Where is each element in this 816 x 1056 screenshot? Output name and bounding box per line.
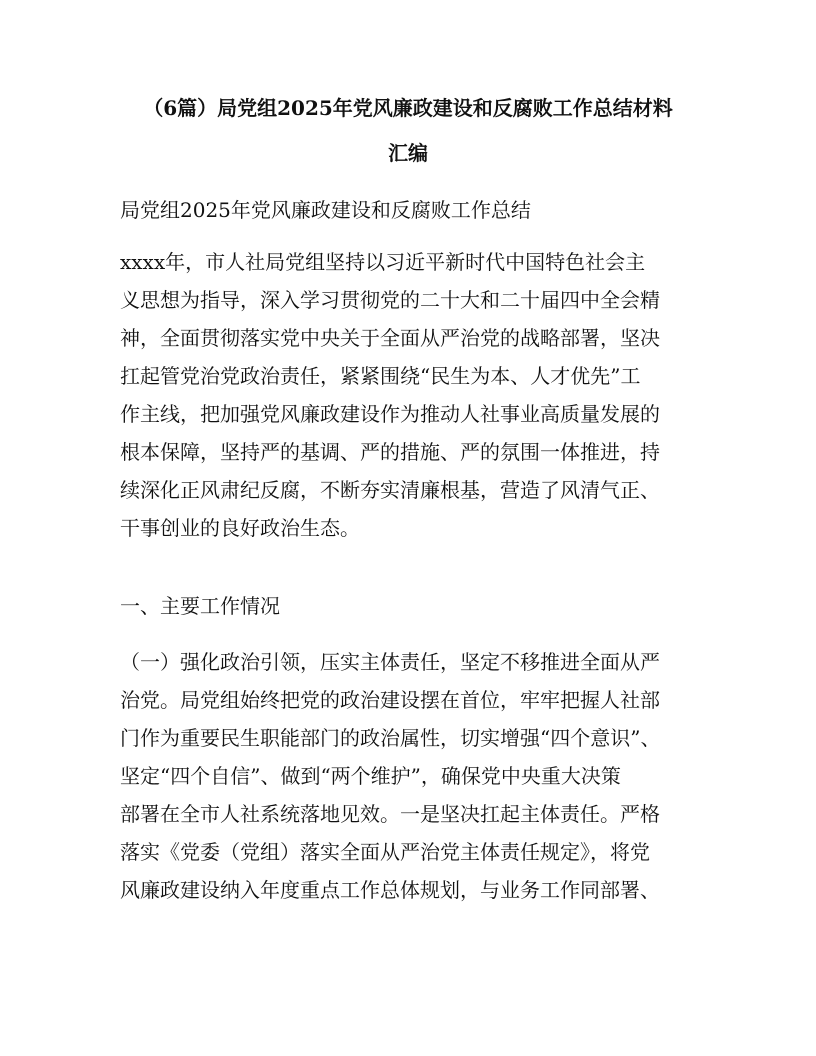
paragraph-line: 门作为重要民生职能部门的政治属性，切实增强“四个意识”、 — [120, 726, 661, 750]
paragraph-line: 扛起管党治党政治责任，紧紧围绕“民生为本、人才优先”工 — [120, 364, 641, 388]
paragraph-line: 落实《党委（党组）落实全面从严治党主体责任规定》，将党 — [120, 840, 650, 864]
section-heading: 一、主要工作情况 — [120, 594, 280, 618]
document-title-line-1: （6篇）局党组2025年党风廉政建设和反腐败工作总结材料 — [143, 96, 673, 120]
paragraph-line: 作主线，把加强党风廉政建设作为推动人社事业高质量发展的 — [120, 402, 660, 426]
paragraph-line: 根本保障，坚持严的基调、严的措施、严的氛围一体推进，持 — [120, 440, 660, 464]
document-subtitle: 局党组2025年党风廉政建设和反腐败工作总结 — [120, 198, 531, 222]
paragraph-line: 神，全面贯彻落实党中央关于全面从严治党的战略部署，坚决 — [120, 326, 660, 350]
paragraph-line: 部署在全市人社系统落地见效。一是坚决扛起主体责任。严格 — [120, 802, 660, 826]
paragraph-line: 治党。局党组始终把党的政治建设摆在首位，牢牢把握人社部 — [120, 688, 660, 712]
paragraph-line: 续深化正风肃纪反腐，不断夯实清廉根基，营造了风清气正、 — [120, 478, 660, 502]
paragraph-line: 干事创业的良好政治生态。 — [120, 516, 360, 540]
paragraph-line: 风廉政建设纳入年度重点工作总体规划，与业务工作同部署、 — [120, 878, 660, 902]
document-title-line-2: 汇编 — [388, 141, 428, 165]
paragraph-line: 义思想为指导，深入学习贯彻党的二十大和二十届四中全会精 — [120, 288, 660, 312]
paragraph-line: xxxx年，市人社局党组坚持以习近平新时代中国特色社会主 — [120, 250, 646, 274]
paragraph-line: 坚定“四个自信”、做到“两个维护”，确保党中央重大决策 — [120, 764, 621, 788]
paragraph-line: （一）强化政治引领，压实主体责任，坚定不移推进全面从严 — [120, 650, 660, 674]
